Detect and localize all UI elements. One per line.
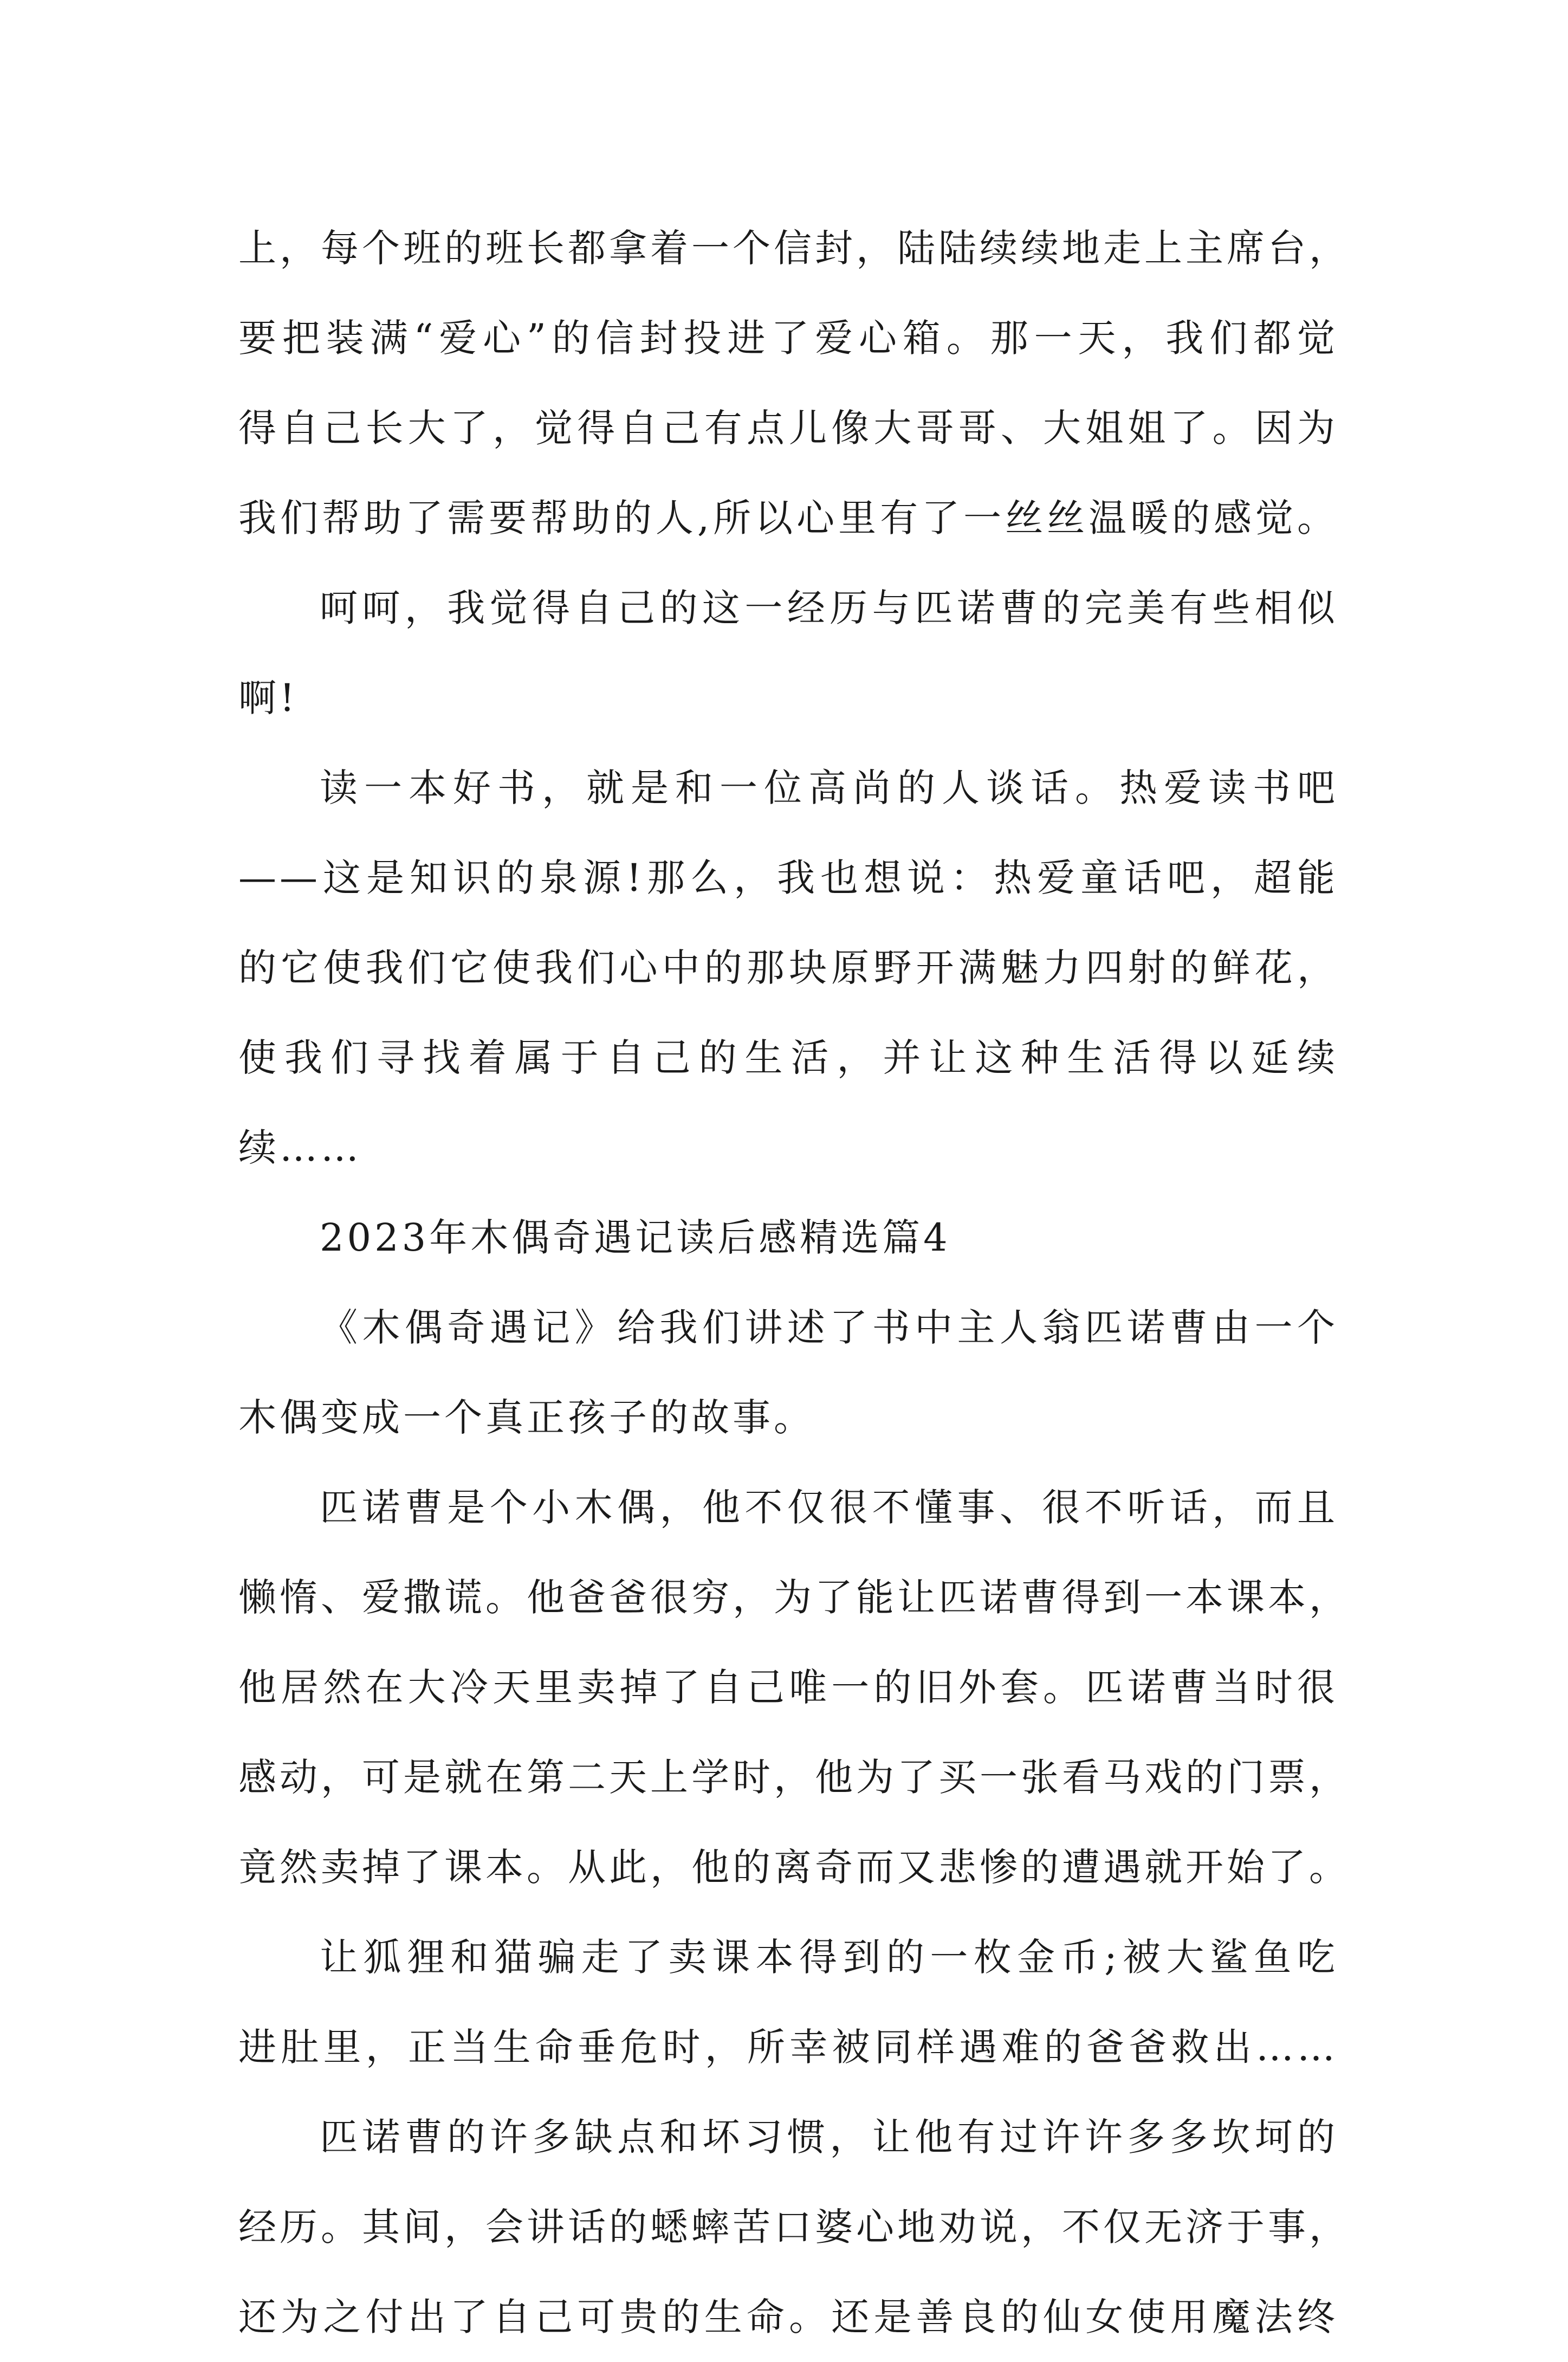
paragraph-start-line: 匹诺曹的许多缺点和坏习惯，让他有过许许多多坎坷的 — [320, 2115, 1338, 2159]
text-line: 经历。其间，会讲话的蟋蟀苦口婆心地劝说，不仅无济于事， — [238, 2205, 1350, 2249]
text-line: 竟然卖掉了课本。从此，他的离奇而又悲惨的遭遇就开始了。 — [238, 1845, 1350, 1889]
text-line: 要把装满“爱心”的信封投进了爱心箱。那一天，我们都觉 — [238, 316, 1338, 360]
paragraph-start-line: 《木偶奇遇记》给我们讲述了书中主人翁匹诺曹由一个 — [320, 1305, 1338, 1350]
text-line: 懒惰、爱撒谎。他爸爸很穷，为了能让匹诺曹得到一本课本， — [238, 1575, 1350, 1620]
text-line: 上，每个班的班长都拿着一个信封，陆陆续续地走上主席台， — [238, 226, 1350, 270]
text-line: 还为之付出了自己可贵的生命。还是善良的仙女使用魔法终 — [238, 2295, 1338, 2339]
text-line: 的它使我们它使我们心中的那块原野开满魅力四射的鲜花， — [238, 946, 1338, 990]
document-body — [238, 203, 1350, 2362]
paragraph-start-line: 匹诺曹是个小木偶，他不仅很不懂事、很不听话，而且 — [320, 1485, 1338, 1530]
text-line: 我们帮助了需要帮助的人,所以心里有了一丝丝温暖的感觉。 — [238, 496, 1338, 540]
text-line: 使我们寻找着属于自己的生活，并让这种生活得以延续 — [238, 1036, 1338, 1080]
section-heading: 2023年木偶奇遇记读后感精选篇4 — [320, 1215, 951, 1260]
text-line: ——这是知识的泉源!那么，我也想说：热爱童话吧，超能 — [238, 856, 1338, 900]
paragraph-start-line: 呵呵，我觉得自己的这一经历与匹诺曹的完美有些相似 — [320, 586, 1338, 630]
text-line: 续…… — [238, 1125, 362, 1170]
text-line: 木偶变成一个真正孩子的故事。 — [238, 1395, 815, 1440]
paragraph-start-line: 读一本好书，就是和一位高尚的人谈话。热爱读书吧 — [320, 766, 1338, 810]
text-line: 感动，可是就在第二天上学时，他为了买一张看马戏的门票， — [238, 1755, 1350, 1800]
text-line: 他居然在大冷天里卖掉了自己唯一的旧外套。匹诺曹当时很 — [238, 1665, 1338, 1710]
text-line: 进肚里，正当生命垂危时，所幸被同样遇难的爸爸救出…… — [238, 2025, 1338, 2069]
text-line: 得自己长大了，觉得自己有点儿像大哥哥、大姐姐了。因为 — [238, 406, 1338, 450]
text-line: 啊! — [238, 676, 299, 720]
paragraph-start-line: 让狐狸和猫骗走了卖课本得到的一枚金币;被大鲨鱼吃 — [320, 1935, 1338, 1979]
